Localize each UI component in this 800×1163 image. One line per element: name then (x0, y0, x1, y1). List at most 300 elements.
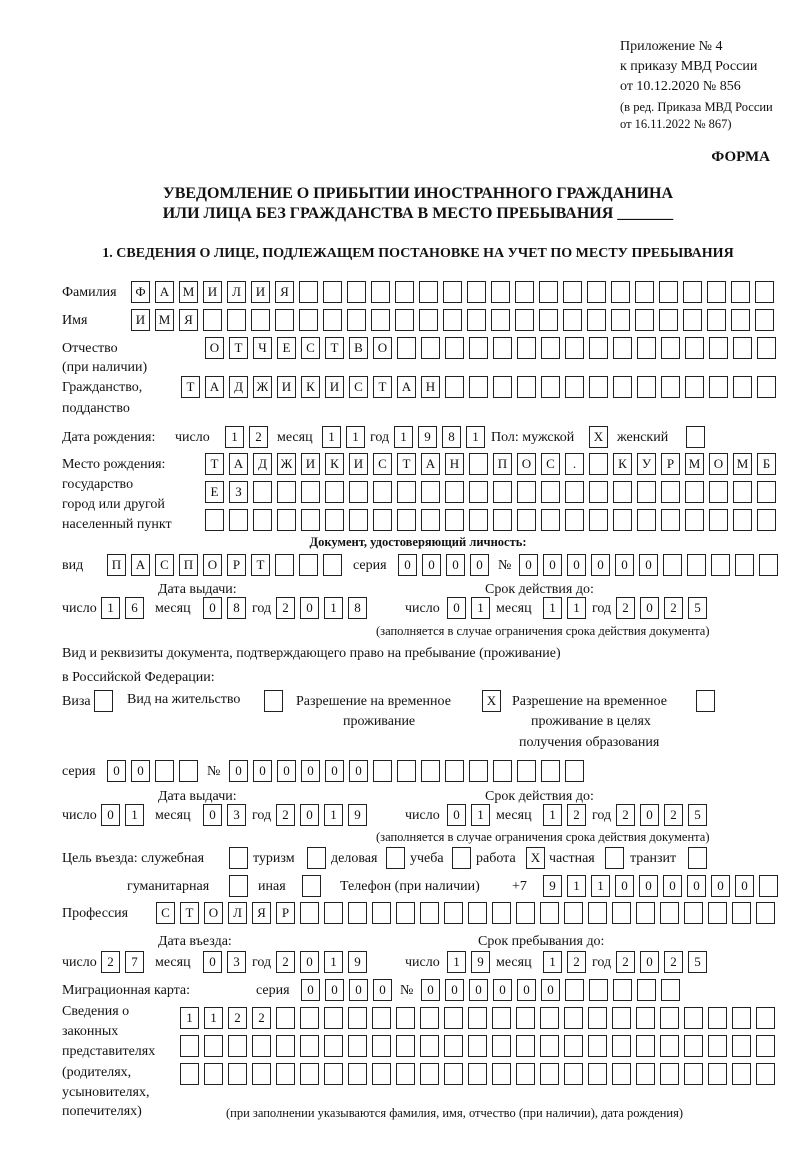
char-cell[interactable] (564, 1007, 583, 1029)
char-cell[interactable]: З (229, 481, 248, 503)
char-cell[interactable]: 0 (543, 554, 562, 576)
char-cell[interactable] (373, 509, 392, 531)
char-cell[interactable]: 0 (300, 804, 319, 826)
char-cell[interactable] (613, 509, 632, 531)
char-cell[interactable]: 1 (543, 597, 562, 619)
char-cell[interactable] (204, 1063, 223, 1085)
char-cell[interactable] (445, 760, 464, 782)
char-cell[interactable]: 1 (346, 426, 365, 448)
checkbox-cell[interactable] (686, 426, 705, 448)
char-cell[interactable]: Я (252, 902, 271, 924)
char-cell[interactable]: 2 (616, 951, 635, 973)
char-cell[interactable] (587, 309, 606, 331)
char-cell[interactable]: Я (179, 309, 198, 331)
char-cell[interactable] (637, 509, 656, 531)
char-cell[interactable] (469, 760, 488, 782)
char-cell[interactable]: 6 (125, 597, 144, 619)
char-cell[interactable]: 0 (446, 554, 465, 576)
char-cell[interactable] (323, 281, 342, 303)
char-cell[interactable] (540, 1035, 559, 1057)
char-cell[interactable]: 8 (348, 597, 367, 619)
checkbox-cell[interactable] (696, 690, 715, 712)
char-cell[interactable] (708, 902, 727, 924)
char-cell[interactable]: 0 (615, 554, 634, 576)
char-cell[interactable] (685, 481, 704, 503)
char-cell[interactable] (348, 1035, 367, 1057)
char-cell[interactable] (565, 979, 584, 1001)
char-cell[interactable] (397, 337, 416, 359)
char-cell[interactable] (612, 902, 631, 924)
char-cell[interactable]: 3 (227, 951, 246, 973)
char-cell[interactable] (589, 979, 608, 1001)
char-cell[interactable]: Я (275, 281, 294, 303)
char-cell[interactable]: К (301, 376, 320, 398)
char-cell[interactable]: 1 (543, 804, 562, 826)
char-cell[interactable]: А (397, 376, 416, 398)
char-cell[interactable] (421, 337, 440, 359)
char-cell[interactable] (565, 481, 584, 503)
char-cell[interactable]: 2 (249, 426, 268, 448)
char-cell[interactable]: 1 (204, 1007, 223, 1029)
char-cell[interactable] (469, 481, 488, 503)
char-cell[interactable] (709, 376, 728, 398)
char-cell[interactable] (469, 509, 488, 531)
char-cell[interactable]: 1 (324, 804, 343, 826)
char-cell[interactable] (468, 1007, 487, 1029)
char-cell[interactable] (492, 1007, 511, 1029)
char-cell[interactable]: Д (253, 453, 272, 475)
char-cell[interactable]: 0 (300, 597, 319, 619)
char-cell[interactable] (371, 281, 390, 303)
char-cell[interactable]: 2 (664, 597, 683, 619)
char-cell[interactable]: Н (445, 453, 464, 475)
checkbox-cell[interactable] (452, 847, 471, 869)
char-cell[interactable] (709, 481, 728, 503)
char-cell[interactable] (299, 554, 318, 576)
char-cell[interactable] (493, 376, 512, 398)
char-cell[interactable]: Т (180, 902, 199, 924)
char-cell[interactable] (539, 309, 558, 331)
char-cell[interactable] (348, 1007, 367, 1029)
char-cell[interactable]: И (203, 281, 222, 303)
char-cell[interactable] (661, 376, 680, 398)
char-cell[interactable]: 8 (227, 597, 246, 619)
char-cell[interactable] (421, 509, 440, 531)
char-cell[interactable] (396, 1035, 415, 1057)
char-cell[interactable] (588, 1063, 607, 1085)
char-cell[interactable] (516, 1063, 535, 1085)
char-cell[interactable]: Т (205, 453, 224, 475)
char-cell[interactable]: 8 (442, 426, 461, 448)
char-cell[interactable] (253, 509, 272, 531)
char-cell[interactable]: Е (205, 481, 224, 503)
char-cell[interactable]: Е (277, 337, 296, 359)
char-cell[interactable]: Л (228, 902, 247, 924)
char-cell[interactable] (276, 1063, 295, 1085)
char-cell[interactable]: 1 (101, 597, 120, 619)
char-cell[interactable] (324, 1063, 343, 1085)
char-cell[interactable] (421, 481, 440, 503)
char-cell[interactable] (396, 1063, 415, 1085)
char-cell[interactable]: Ж (253, 376, 272, 398)
char-cell[interactable] (733, 376, 752, 398)
char-cell[interactable] (395, 281, 414, 303)
checkbox-cell[interactable]: X (526, 847, 545, 869)
char-cell[interactable] (324, 902, 343, 924)
char-cell[interactable] (684, 902, 703, 924)
checkbox-cell[interactable] (307, 847, 326, 869)
char-cell[interactable] (300, 902, 319, 924)
char-cell[interactable]: 1 (567, 597, 586, 619)
char-cell[interactable]: 1 (543, 951, 562, 973)
char-cell[interactable] (733, 481, 752, 503)
char-cell[interactable] (373, 760, 392, 782)
char-cell[interactable]: . (565, 453, 584, 475)
char-cell[interactable] (349, 509, 368, 531)
char-cell[interactable] (275, 309, 294, 331)
char-cell[interactable] (589, 509, 608, 531)
char-cell[interactable] (491, 309, 510, 331)
char-cell[interactable] (469, 337, 488, 359)
char-cell[interactable] (468, 1063, 487, 1085)
char-cell[interactable] (443, 309, 462, 331)
char-cell[interactable]: 2 (228, 1007, 247, 1029)
checkbox-cell[interactable]: X (482, 690, 501, 712)
char-cell[interactable]: Ф (131, 281, 150, 303)
char-cell[interactable] (757, 481, 776, 503)
char-cell[interactable] (372, 1035, 391, 1057)
char-cell[interactable] (564, 902, 583, 924)
char-cell[interactable]: В (349, 337, 368, 359)
char-cell[interactable]: 3 (227, 804, 246, 826)
char-cell[interactable] (589, 337, 608, 359)
char-cell[interactable]: 0 (349, 979, 368, 1001)
char-cell[interactable]: 1 (225, 426, 244, 448)
char-cell[interactable] (276, 1007, 295, 1029)
char-cell[interactable]: 0 (301, 979, 320, 1001)
char-cell[interactable]: С (301, 337, 320, 359)
char-cell[interactable]: 1 (567, 875, 586, 897)
char-cell[interactable]: О (203, 554, 222, 576)
char-cell[interactable]: 1 (447, 951, 466, 973)
char-cell[interactable]: О (205, 337, 224, 359)
checkbox-cell[interactable] (605, 847, 624, 869)
char-cell[interactable] (419, 281, 438, 303)
char-cell[interactable] (348, 1063, 367, 1085)
char-cell[interactable]: Л (227, 281, 246, 303)
char-cell[interactable] (204, 1035, 223, 1057)
char-cell[interactable] (397, 481, 416, 503)
char-cell[interactable] (611, 309, 630, 331)
char-cell[interactable]: 1 (324, 951, 343, 973)
char-cell[interactable] (756, 1063, 775, 1085)
char-cell[interactable]: 0 (101, 804, 120, 826)
char-cell[interactable]: 9 (543, 875, 562, 897)
char-cell[interactable]: 0 (373, 979, 392, 1001)
char-cell[interactable] (301, 481, 320, 503)
char-cell[interactable] (253, 481, 272, 503)
char-cell[interactable]: С (156, 902, 175, 924)
char-cell[interactable] (684, 1063, 703, 1085)
char-cell[interactable]: 2 (567, 951, 586, 973)
char-cell[interactable] (635, 281, 654, 303)
char-cell[interactable] (539, 281, 558, 303)
char-cell[interactable] (589, 453, 608, 475)
char-cell[interactable]: 0 (229, 760, 248, 782)
char-cell[interactable] (759, 875, 778, 897)
char-cell[interactable] (516, 1007, 535, 1029)
char-cell[interactable]: А (421, 453, 440, 475)
char-cell[interactable]: А (155, 281, 174, 303)
char-cell[interactable]: 0 (711, 875, 730, 897)
char-cell[interactable] (663, 554, 682, 576)
char-cell[interactable] (179, 760, 198, 782)
char-cell[interactable] (252, 1035, 271, 1057)
char-cell[interactable]: Ж (277, 453, 296, 475)
char-cell[interactable] (756, 1035, 775, 1057)
char-cell[interactable] (735, 554, 754, 576)
char-cell[interactable] (757, 509, 776, 531)
char-cell[interactable]: 0 (663, 875, 682, 897)
char-cell[interactable]: 0 (470, 554, 489, 576)
char-cell[interactable]: И (301, 453, 320, 475)
char-cell[interactable] (493, 760, 512, 782)
char-cell[interactable] (516, 902, 535, 924)
char-cell[interactable]: 2 (616, 597, 635, 619)
char-cell[interactable] (687, 554, 706, 576)
char-cell[interactable]: А (229, 453, 248, 475)
char-cell[interactable]: И (131, 309, 150, 331)
char-cell[interactable]: М (733, 453, 752, 475)
checkbox-cell[interactable] (229, 875, 248, 897)
char-cell[interactable]: 1 (394, 426, 413, 448)
char-cell[interactable] (637, 481, 656, 503)
char-cell[interactable]: 0 (639, 554, 658, 576)
char-cell[interactable] (708, 1035, 727, 1057)
char-cell[interactable] (323, 309, 342, 331)
char-cell[interactable]: 2 (664, 804, 683, 826)
char-cell[interactable]: У (637, 453, 656, 475)
char-cell[interactable] (325, 481, 344, 503)
char-cell[interactable] (324, 1035, 343, 1057)
char-cell[interactable]: 0 (349, 760, 368, 782)
char-cell[interactable]: 2 (276, 804, 295, 826)
char-cell[interactable]: А (131, 554, 150, 576)
char-cell[interactable]: 1 (180, 1007, 199, 1029)
char-cell[interactable] (660, 1007, 679, 1029)
char-cell[interactable]: 2 (101, 951, 120, 973)
char-cell[interactable] (444, 1007, 463, 1029)
char-cell[interactable]: С (349, 376, 368, 398)
char-cell[interactable] (300, 1035, 319, 1057)
char-cell[interactable] (347, 309, 366, 331)
char-cell[interactable]: 9 (348, 951, 367, 973)
char-cell[interactable]: 2 (276, 597, 295, 619)
char-cell[interactable] (683, 281, 702, 303)
char-cell[interactable]: 1 (466, 426, 485, 448)
checkbox-cell[interactable] (229, 847, 248, 869)
char-cell[interactable] (467, 281, 486, 303)
char-cell[interactable] (731, 309, 750, 331)
char-cell[interactable]: 5 (688, 597, 707, 619)
char-cell[interactable] (709, 509, 728, 531)
char-cell[interactable]: 0 (735, 875, 754, 897)
char-cell[interactable] (613, 481, 632, 503)
char-cell[interactable] (299, 281, 318, 303)
char-cell[interactable]: 0 (131, 760, 150, 782)
char-cell[interactable] (588, 1035, 607, 1057)
char-cell[interactable]: Т (229, 337, 248, 359)
char-cell[interactable] (468, 902, 487, 924)
char-cell[interactable] (661, 509, 680, 531)
char-cell[interactable] (396, 902, 415, 924)
char-cell[interactable] (659, 281, 678, 303)
char-cell[interactable] (564, 1035, 583, 1057)
char-cell[interactable]: 1 (322, 426, 341, 448)
char-cell[interactable] (660, 902, 679, 924)
char-cell[interactable] (373, 481, 392, 503)
char-cell[interactable] (517, 337, 536, 359)
char-cell[interactable]: Д (229, 376, 248, 398)
char-cell[interactable] (540, 1063, 559, 1085)
char-cell[interactable] (420, 1035, 439, 1057)
char-cell[interactable] (757, 376, 776, 398)
char-cell[interactable] (299, 309, 318, 331)
char-cell[interactable] (325, 509, 344, 531)
char-cell[interactable] (445, 376, 464, 398)
char-cell[interactable]: 0 (567, 554, 586, 576)
char-cell[interactable]: С (373, 453, 392, 475)
char-cell[interactable] (565, 509, 584, 531)
checkbox-cell[interactable] (386, 847, 405, 869)
char-cell[interactable]: 0 (541, 979, 560, 1001)
char-cell[interactable]: 5 (688, 804, 707, 826)
char-cell[interactable] (445, 337, 464, 359)
char-cell[interactable]: 2 (567, 804, 586, 826)
char-cell[interactable]: 9 (418, 426, 437, 448)
checkbox-cell[interactable] (94, 690, 113, 712)
char-cell[interactable]: 7 (125, 951, 144, 973)
char-cell[interactable] (636, 1035, 655, 1057)
char-cell[interactable] (180, 1035, 199, 1057)
char-cell[interactable] (612, 1063, 631, 1085)
char-cell[interactable] (347, 281, 366, 303)
char-cell[interactable] (732, 1007, 751, 1029)
char-cell[interactable]: 0 (203, 951, 222, 973)
char-cell[interactable] (733, 509, 752, 531)
char-cell[interactable] (563, 281, 582, 303)
char-cell[interactable] (493, 337, 512, 359)
char-cell[interactable]: 0 (301, 760, 320, 782)
char-cell[interactable]: С (541, 453, 560, 475)
char-cell[interactable] (300, 1063, 319, 1085)
char-cell[interactable] (661, 337, 680, 359)
char-cell[interactable] (420, 902, 439, 924)
char-cell[interactable] (685, 337, 704, 359)
char-cell[interactable] (637, 979, 656, 1001)
char-cell[interactable]: О (517, 453, 536, 475)
char-cell[interactable] (228, 1063, 247, 1085)
char-cell[interactable] (660, 1063, 679, 1085)
char-cell[interactable]: 9 (348, 804, 367, 826)
char-cell[interactable] (300, 1007, 319, 1029)
char-cell[interactable]: М (685, 453, 704, 475)
char-cell[interactable] (275, 554, 294, 576)
char-cell[interactable]: 0 (253, 760, 272, 782)
char-cell[interactable] (755, 309, 774, 331)
char-cell[interactable]: И (349, 453, 368, 475)
char-cell[interactable] (707, 309, 726, 331)
char-cell[interactable] (419, 309, 438, 331)
char-cell[interactable] (371, 309, 390, 331)
char-cell[interactable]: Р (227, 554, 246, 576)
char-cell[interactable] (155, 760, 174, 782)
char-cell[interactable] (635, 309, 654, 331)
char-cell[interactable] (445, 481, 464, 503)
char-cell[interactable]: 5 (688, 951, 707, 973)
char-cell[interactable] (732, 1035, 751, 1057)
char-cell[interactable]: 0 (640, 804, 659, 826)
char-cell[interactable] (420, 1063, 439, 1085)
char-cell[interactable]: 0 (469, 979, 488, 1001)
char-cell[interactable]: О (373, 337, 392, 359)
char-cell[interactable] (540, 902, 559, 924)
char-cell[interactable] (541, 481, 560, 503)
char-cell[interactable] (252, 1063, 271, 1085)
char-cell[interactable]: 9 (471, 951, 490, 973)
char-cell[interactable]: Т (397, 453, 416, 475)
char-cell[interactable] (397, 760, 416, 782)
char-cell[interactable] (492, 1063, 511, 1085)
char-cell[interactable] (227, 309, 246, 331)
char-cell[interactable] (613, 337, 632, 359)
char-cell[interactable] (612, 1007, 631, 1029)
char-cell[interactable]: 0 (640, 951, 659, 973)
char-cell[interactable] (277, 509, 296, 531)
char-cell[interactable] (324, 1007, 343, 1029)
char-cell[interactable]: 0 (615, 875, 634, 897)
char-cell[interactable]: А (205, 376, 224, 398)
char-cell[interactable] (733, 337, 752, 359)
char-cell[interactable] (588, 1007, 607, 1029)
char-cell[interactable]: И (325, 376, 344, 398)
char-cell[interactable] (732, 902, 751, 924)
char-cell[interactable] (205, 509, 224, 531)
char-cell[interactable] (372, 902, 391, 924)
char-cell[interactable] (395, 309, 414, 331)
char-cell[interactable]: И (251, 281, 270, 303)
char-cell[interactable] (493, 481, 512, 503)
char-cell[interactable] (541, 376, 560, 398)
char-cell[interactable]: 0 (325, 979, 344, 1001)
char-cell[interactable] (684, 1035, 703, 1057)
char-cell[interactable] (565, 760, 584, 782)
char-cell[interactable]: 0 (107, 760, 126, 782)
char-cell[interactable]: 0 (493, 979, 512, 1001)
char-cell[interactable] (613, 979, 632, 1001)
char-cell[interactable] (421, 760, 440, 782)
char-cell[interactable] (491, 281, 510, 303)
char-cell[interactable] (685, 509, 704, 531)
char-cell[interactable] (349, 481, 368, 503)
char-cell[interactable] (711, 554, 730, 576)
char-cell[interactable] (517, 509, 536, 531)
char-cell[interactable] (301, 509, 320, 531)
char-cell[interactable] (637, 376, 656, 398)
char-cell[interactable] (707, 281, 726, 303)
char-cell[interactable]: И (277, 376, 296, 398)
char-cell[interactable]: 0 (421, 979, 440, 1001)
